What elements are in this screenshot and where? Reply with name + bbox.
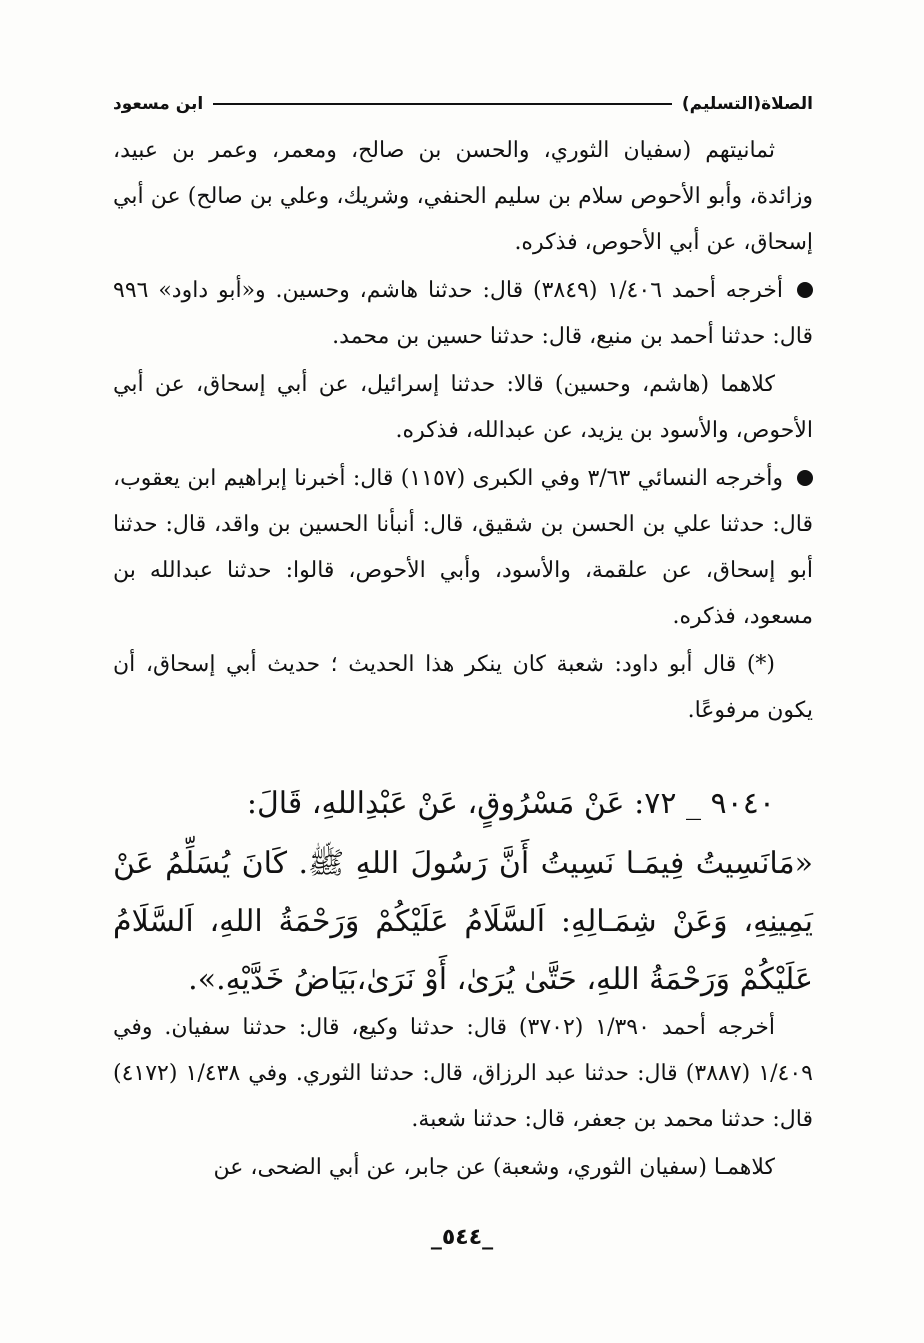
bullet-icon — [797, 470, 813, 486]
bullet-icon — [797, 282, 813, 298]
commentary-block — [113, 128, 813, 734]
paragraph — [113, 456, 813, 640]
section-title: الصلاة(التسليم) — [681, 94, 813, 114]
paragraph: كلاهما (هاشم، وحسين) قالا: حدثنا إسرائيل، عن أبي إسحاق، عن أبي الأحوص، والأسود بن يزيد، عن عبدالله، فذكره. — [113, 372, 813, 443]
running-header — [113, 84, 813, 114]
paragraph — [113, 268, 813, 360]
paragraph-text: وأخرجه النسائي ٣/٦٣ وفي الكبرى (١١٥٧) قال: أخبرنا إبراهيم ابن يعقوب، قال: حدثنا علي بن الحسن بن شقيق، قال: أنبأنا الحسين بن واقد، قال: حدثنا أبو إسحاق، عن علقمة، والأسود، وأبي الأحوص، قالوا: حدثنا عبدالله بن مسعود، فذكره. — [113, 466, 813, 629]
hadith-block — [113, 775, 813, 1009]
paragraph-text: أخرجه أحمد ١/٤٠٦ (٣٨٤٩) قال: حدثنا هاشم، وحسين. و«أبو داود» ٩٩٦ قال: حدثنا أحمد بن منيع، قال: حدثنا حسين بن محمد. — [113, 278, 813, 349]
paragraph: ثمانيتهم (سفيان الثوري، والحسن بن صالح، ومعمر، وعمر بن عبيد، وزائدة، وأبو الأحوص سلام بن سليم الحنفي، وشريك، وعلي بن صالح) عن أبي إسحاق، عن أبي الأحوص، فذكره. — [113, 138, 813, 255]
hadith-text: «مَانَسِيتُ فِيمَـا نَسِيتُ أَنَّ رَسُولَ اللهِ ﷺ. كَانَ يُسَلِّمُ عَنْ يَمِينِهِ، وَعَنْ شِمَـالِهِ: اَلسَّلَامُ عَلَيْكُمْ وَرَحْمَةُ اللهِ، اَلسَّلَامُ عَلَيْكُمْ وَرَحْمَةُ اللهِ، حَتَّىٰ يُرَىٰ، أَوْ نَرَىٰ،بَيَاضُ خَدَّيْهِ.». — [113, 846, 813, 997]
footnote: (*) قال أبو داود: شعبة كان ينكر هذا الحديث ؛ حديث أبي إسحاق، أن يكون مرفوعًا. — [113, 652, 813, 723]
header-rule — [213, 103, 672, 105]
takhrij-block — [113, 1005, 813, 1191]
hadith-number-line: ٩٠٤٠ _ ٧٢: عَنْ مَسْرُوقٍ، عَنْ عَبْدِاللهِ، قَالَ: — [246, 786, 775, 821]
author-name: ابن مسعود — [113, 94, 204, 114]
paragraph: أخرجه أحمد ١/٣٩٠ (٣٧٠٢) قال: حدثنا وكيع، قال: حدثنا سفيان. وفي ١/٤٠٩ (٣٨٨٧) قال: حدثنا عبد الرزاق، قال: حدثنا الثوري. وفي ١/٤٣٨ (٤١٧٢) قال: حدثنا محمد بن جعفر، قال: حدثنا شعبة. — [113, 1015, 813, 1132]
page-number: _٥٤٤_ — [430, 1225, 494, 1250]
paragraph: كلاهمـا (سفيان الثوري، وشعبة) عن جابر، عن أبي الضحى، عن — [213, 1155, 775, 1180]
